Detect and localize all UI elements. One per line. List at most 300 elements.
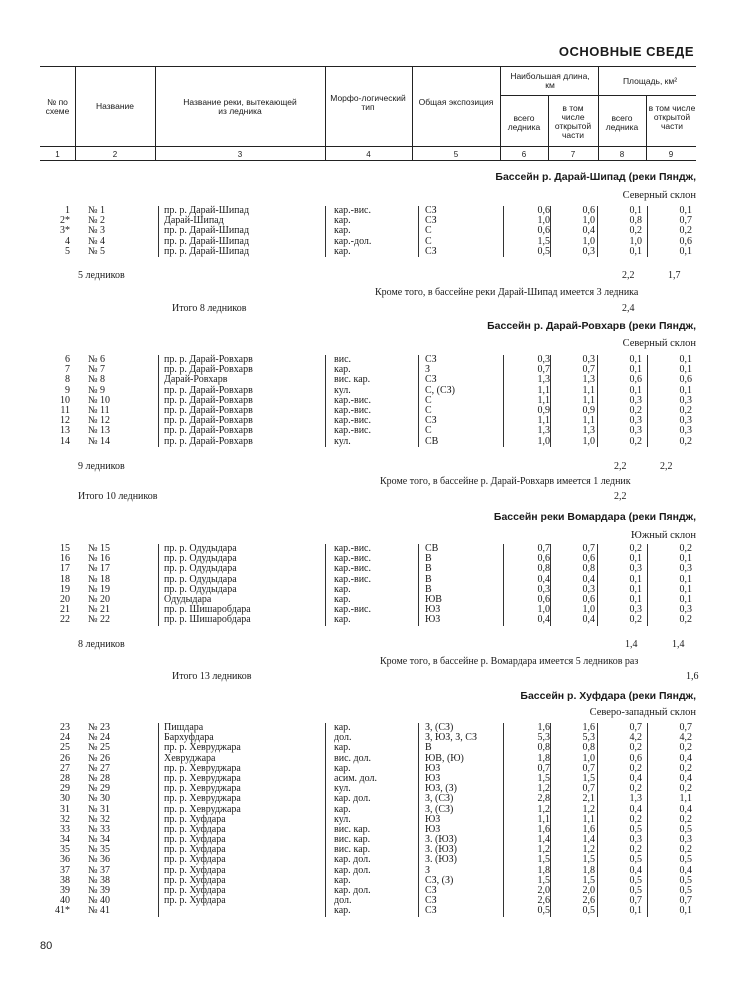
area-total: 0,5 <box>629 823 642 835</box>
row-number: 15 <box>60 543 70 554</box>
area-total: 0,1 <box>629 205 642 216</box>
page-title: ОСНОВНЫЕ СВЕДЕ <box>558 44 694 59</box>
length-open: 1,3 <box>582 374 595 386</box>
area-open: 0,1 <box>679 384 692 396</box>
glacier-name: № 7 <box>88 364 106 376</box>
glacier-name: № 25 <box>88 742 111 754</box>
basin-title: Бассейн р. Дарай-Шипад (реки Пяндж, <box>495 171 696 183</box>
slope-label: Северный склон <box>622 338 696 349</box>
column-bracket <box>550 355 551 447</box>
column-bracket <box>550 723 551 917</box>
morphological-type: кар. <box>334 215 351 227</box>
col-divider <box>325 66 326 160</box>
area-total: 0,3 <box>629 834 642 846</box>
exposition: З, (СЗ) <box>425 803 454 815</box>
morphological-type: кар.-вис. <box>334 404 371 416</box>
column-number: 8 <box>619 150 625 159</box>
area-total: 0,3 <box>629 425 642 437</box>
area-total: 0,7 <box>629 722 642 733</box>
river-name: Хевруджара <box>164 752 216 764</box>
exposition: СЗ <box>425 245 437 257</box>
river-name: пр. р. Дарай-Ровхарв <box>164 394 253 406</box>
row-number: 19 <box>60 583 70 595</box>
column-bracket <box>158 544 159 626</box>
length-open: 1,1 <box>582 813 595 825</box>
page-number: 80 <box>40 940 53 952</box>
area-total: 0,1 <box>629 583 642 595</box>
column-bracket <box>418 544 419 626</box>
length-total: 1,2 <box>537 844 550 856</box>
length-open: 0,5 <box>582 905 595 917</box>
row-number: 32 <box>60 813 70 825</box>
morphological-type: кар.-вис. <box>334 543 371 554</box>
area-open: 0,4 <box>679 772 692 784</box>
area-open: 0,2 <box>679 844 692 856</box>
row-number: 40 <box>60 895 70 907</box>
row-number: 20 <box>60 593 70 605</box>
length-total: 0,8 <box>537 563 550 575</box>
area-open: 0,7 <box>679 215 692 227</box>
area-total: 0,1 <box>629 354 642 365</box>
morphological-type: кар. <box>334 905 351 917</box>
area-open: 0,3 <box>679 834 692 846</box>
length-total: 0,6 <box>537 553 550 565</box>
glacier-name: № 41 <box>88 905 111 917</box>
river-name: пр. р. Хевруджара <box>164 742 241 754</box>
length-total: 5,3 <box>537 732 550 744</box>
river-name: Пишдара <box>164 722 204 733</box>
morphological-type: кар. <box>334 803 351 815</box>
column-numbers-rule <box>40 160 696 161</box>
area-total: 0,2 <box>629 225 642 237</box>
area-open: 0,3 <box>679 415 692 427</box>
area-total: 0,6 <box>629 752 642 764</box>
count-area-total: 2,2 <box>614 461 627 472</box>
row-number: 29 <box>60 783 70 795</box>
area-open: 0,4 <box>679 864 692 876</box>
count-area-total: 2,2 <box>622 270 635 281</box>
basin-title: Бассейн р. Хуфдара (реки Пяндж, <box>520 690 696 702</box>
exposition: З <box>425 364 431 376</box>
exposition: С, (СЗ) <box>425 384 456 396</box>
morphological-type: кар. <box>334 614 351 626</box>
morphological-type: вис. <box>334 354 352 365</box>
morphological-type: кул. <box>334 813 351 825</box>
column-number: 1 <box>55 150 60 159</box>
area-total: 0,2 <box>629 762 642 774</box>
column-bracket <box>325 723 326 917</box>
glacier-name: № 36 <box>88 854 111 866</box>
column-bracket <box>550 544 551 626</box>
besides-note: Кроме того, в бассейне реки Дарай-Шипад имеется 3 ледника <box>375 287 639 298</box>
length-open: 5,3 <box>582 732 595 744</box>
exposition: СЗ <box>425 205 437 216</box>
area-open: 0,6 <box>679 235 692 247</box>
exposition: СЗ <box>425 354 437 365</box>
length-total: 1,5 <box>537 874 550 886</box>
river-name: пр. р. Хуфдара <box>164 854 226 866</box>
glacier-name: № 38 <box>88 874 111 886</box>
exposition: СЗ <box>425 905 437 917</box>
row-number: 27 <box>60 762 70 774</box>
river-name: пр. р. Дарай-Шипад <box>164 245 250 257</box>
morphological-type: кар. дол. <box>334 854 371 866</box>
length-open: 1,5 <box>582 854 595 866</box>
length-total: 1,6 <box>537 823 550 835</box>
column-number: 3 <box>237 150 243 159</box>
length-total: 1,3 <box>537 374 550 386</box>
row-number: 41* <box>55 905 70 917</box>
glacier-name: № 13 <box>88 425 111 437</box>
area-total: 0,2 <box>629 844 642 856</box>
morphological-type: вис. кар. <box>334 844 371 856</box>
row-number: 13 <box>60 425 70 437</box>
glacier-name: № 29 <box>88 783 111 795</box>
header-area-open: в том числе открытой части <box>648 103 696 131</box>
river-name: пр. р. Хуфдара <box>164 874 226 886</box>
glacier-name: № 1 <box>88 205 106 216</box>
river-name: пр. р. Дарай-Шипад <box>164 205 250 216</box>
header-length-total: всего ледника <box>507 113 541 132</box>
morphological-type: асим. дол. <box>334 772 378 784</box>
header-area-group: Площадь, км² <box>622 76 678 86</box>
header-col1: № по схеме <box>45 97 70 116</box>
glacier-name: № 39 <box>88 885 111 896</box>
length-open: 2,0 <box>582 885 595 896</box>
length-open: 0,6 <box>582 205 595 216</box>
row-number: 3* <box>60 225 70 237</box>
row-number: 30 <box>60 793 70 805</box>
morphological-type: кар.-вис. <box>334 394 371 406</box>
river-name: Дарай-Шипад <box>164 215 224 227</box>
length-open: 1,5 <box>582 772 595 784</box>
area-total: 0,6 <box>629 374 642 386</box>
besides-note: Кроме того, в бассейне р. Вомардара имеется 5 ледников раз <box>380 656 639 667</box>
slope-label: Северо-западный склон <box>589 707 696 718</box>
glacier-name: № 15 <box>88 543 111 554</box>
glacier-rows <box>40 544 696 626</box>
glacier-name: № 32 <box>88 813 111 825</box>
length-open: 0,9 <box>582 404 595 416</box>
area-open: 0,5 <box>679 854 692 866</box>
basin-title: Бассейн р. Дарай-Ровхарв (реки Пяндж, <box>487 320 696 332</box>
exposition: ЮВ, (Ю) <box>425 752 464 764</box>
length-open: 1,1 <box>582 394 595 406</box>
exposition: В <box>425 742 432 754</box>
row-number: 10 <box>60 394 70 406</box>
area-open: 0,2 <box>679 614 692 626</box>
header-col5: Общая экспозиция <box>418 97 494 107</box>
length-total: 0,6 <box>537 593 550 605</box>
column-number: 5 <box>453 150 459 159</box>
exposition: С <box>425 404 432 416</box>
river-name: пр. р. Шишаробдара <box>164 604 251 616</box>
length-total: 1,0 <box>537 604 550 616</box>
morphological-type: кар. <box>334 722 351 733</box>
river-name: пр. р. Одудыдара <box>164 543 237 554</box>
row-number: 28 <box>60 772 70 784</box>
row-number: 7 <box>65 364 70 376</box>
length-total: 0,3 <box>537 354 550 365</box>
count-area-open: 1,7 <box>668 270 681 281</box>
area-open: 0,7 <box>679 895 692 907</box>
exposition: СЗ <box>425 415 437 427</box>
area-open: 0,2 <box>679 813 692 825</box>
exposition: СЗ <box>425 374 437 386</box>
area-total: 1,0 <box>629 235 642 247</box>
length-open: 0,7 <box>582 762 595 774</box>
area-total: 0,1 <box>629 905 642 917</box>
total-area: 1,6 <box>686 671 699 682</box>
exposition: ЮЗ <box>425 813 441 825</box>
length-total: 1,8 <box>537 864 550 876</box>
column-bracket <box>647 206 648 257</box>
exposition: СЗ <box>425 215 437 227</box>
length-open: 1,0 <box>582 435 595 447</box>
header-area-total: всего ледника <box>605 113 639 132</box>
river-name: пр. р. Хуфдара <box>164 813 226 825</box>
row-number: 18 <box>60 573 70 585</box>
area-open: 0,2 <box>679 783 692 795</box>
total-label: Итого 10 ледников <box>78 491 158 502</box>
column-bracket <box>503 544 504 626</box>
area-open: 0,4 <box>679 752 692 764</box>
river-name: пр. р. Одудыдара <box>164 573 237 585</box>
length-open: 0,6 <box>582 553 595 565</box>
morphological-type: кар. дол. <box>334 793 371 805</box>
area-open: 0,2 <box>679 543 692 554</box>
river-name: пр. р. Дарай-Ровхарв <box>164 435 253 447</box>
length-open: 1,5 <box>582 874 595 886</box>
column-bracket <box>647 723 648 917</box>
row-number: 34 <box>60 834 70 846</box>
area-open: 0,3 <box>679 394 692 406</box>
length-total: 1,4 <box>537 834 550 846</box>
area-open: 0,1 <box>679 245 692 257</box>
column-bracket <box>418 206 419 257</box>
glacier-name: № 30 <box>88 793 111 805</box>
length-open: 1,2 <box>582 803 595 815</box>
row-number: 35 <box>60 844 70 856</box>
col-divider <box>598 66 599 160</box>
column-bracket <box>418 723 419 917</box>
area-open: 0,2 <box>679 742 692 754</box>
length-total: 0,7 <box>537 762 550 774</box>
area-total: 0,3 <box>629 415 642 427</box>
river-name: пр. р. Одудыдара <box>164 553 237 565</box>
morphological-type: кар. <box>334 593 351 605</box>
morphological-type: кар. <box>334 225 351 237</box>
area-total: 0,3 <box>629 563 642 575</box>
row-number: 1 <box>65 205 70 216</box>
row-number: 24 <box>60 732 70 744</box>
area-open: 1,1 <box>679 793 692 805</box>
morphological-type: кар.-вис. <box>334 205 371 216</box>
length-total: 1,0 <box>537 215 550 227</box>
morphological-type: дол. <box>334 895 352 907</box>
area-total: 0,4 <box>629 772 642 784</box>
exposition: С <box>425 425 432 437</box>
river-name: Одудыдара <box>164 593 212 605</box>
exposition: З. (ЮЗ) <box>425 844 457 856</box>
morphological-type: вис. кар. <box>334 834 371 846</box>
exposition: З. (ЮЗ) <box>425 834 457 846</box>
morphological-type: дол. <box>334 732 352 744</box>
exposition: З, (СЗ) <box>425 722 454 733</box>
row-number: 6 <box>65 354 70 365</box>
row-number: 16 <box>60 553 70 565</box>
river-name: пр. р. Дарай-Ровхарв <box>164 384 253 396</box>
glacier-name: № 26 <box>88 752 111 764</box>
length-open: 0,4 <box>582 225 595 237</box>
row-number: 22 <box>60 614 70 626</box>
length-total: 1,8 <box>537 752 550 764</box>
row-number: 39 <box>60 885 70 896</box>
length-total: 0,8 <box>537 742 550 754</box>
area-open: 4,2 <box>679 732 692 744</box>
length-total: 1,5 <box>537 854 550 866</box>
area-total: 0,8 <box>629 215 642 227</box>
column-bracket <box>647 355 648 447</box>
glacier-name: № 16 <box>88 553 111 565</box>
length-total: 1,5 <box>537 772 550 784</box>
col-divider <box>412 66 413 160</box>
row-number: 36 <box>60 854 70 866</box>
length-total: 0,6 <box>537 205 550 216</box>
length-total: 1,3 <box>537 425 550 437</box>
exposition: С <box>425 225 432 237</box>
header-length-open: в том числе открытой части <box>554 103 592 140</box>
length-total: 2,6 <box>537 895 550 907</box>
column-bracket <box>325 544 326 626</box>
glacier-rows <box>40 355 696 447</box>
glacier-count: 5 ледников <box>78 270 125 281</box>
glacier-name: № 33 <box>88 823 111 835</box>
morphological-type: кар. <box>334 742 351 754</box>
row-number: 17 <box>60 563 70 575</box>
area-open: 0,3 <box>679 563 692 575</box>
length-open: 0,3 <box>582 583 595 595</box>
river-name: пр. р. Хевруджара <box>164 772 241 784</box>
col-divider <box>155 66 156 160</box>
area-total: 0,2 <box>629 742 642 754</box>
row-number: 26 <box>60 752 70 764</box>
river-name: пр. р. Хевруджара <box>164 762 241 774</box>
area-open: 0,5 <box>679 874 692 886</box>
length-open: 1,0 <box>582 604 595 616</box>
area-open: 0,1 <box>679 573 692 585</box>
exposition: З. (ЮЗ) <box>425 854 457 866</box>
length-open: 1,0 <box>582 215 595 227</box>
area-total: 0,2 <box>629 813 642 825</box>
area-total: 0,2 <box>629 404 642 416</box>
area-open: 0,2 <box>679 225 692 237</box>
area-open: 0,1 <box>679 905 692 917</box>
column-bracket <box>158 723 159 917</box>
glacier-name: № 23 <box>88 722 111 733</box>
area-total: 0,1 <box>629 384 642 396</box>
exposition: В <box>425 553 432 565</box>
header-length-group: Наибольшая длина, км <box>510 71 590 90</box>
length-open: 1,3 <box>582 425 595 437</box>
morphological-type: кар.-вис. <box>334 563 371 575</box>
area-open: 0,7 <box>679 722 692 733</box>
exposition: ЮЗ <box>425 823 441 835</box>
river-name: пр. р. Дарай-Шипад <box>164 225 250 237</box>
river-name: пр. р. Хевруджара <box>164 793 241 805</box>
glacier-name: № 20 <box>88 593 111 605</box>
row-number: 11 <box>60 404 70 416</box>
column-number: 2 <box>112 150 118 159</box>
length-open: 1,6 <box>582 823 595 835</box>
glacier-name: № 2 <box>88 215 106 227</box>
river-name: пр. р. Хуфдара <box>164 823 226 835</box>
glacier-name: № 17 <box>88 563 111 575</box>
river-name: пр. р. Хуфдара <box>164 895 226 907</box>
column-bracket <box>597 355 598 447</box>
morphological-type: кар.-дол. <box>334 235 372 247</box>
area-total: 0,1 <box>629 573 642 585</box>
length-total: 1,5 <box>537 235 550 247</box>
glacier-name: № 35 <box>88 844 111 856</box>
river-name: пр. р. Одудыдара <box>164 563 237 575</box>
river-name: пр. р. Хуфдара <box>164 834 226 846</box>
morphological-type: кар. <box>334 364 351 376</box>
length-open: 0,7 <box>582 543 595 554</box>
morphological-type: вис. кар. <box>334 374 371 386</box>
length-total: 0,4 <box>537 573 550 585</box>
besides-note: Кроме того, в бассейне р. Дарай-Ровхарв имеется 1 ледник <box>380 476 631 487</box>
column-bracket <box>597 544 598 626</box>
morphological-type: кар. дол. <box>334 885 371 896</box>
morphological-type: вис. кар. <box>334 823 371 835</box>
morphological-type: кул. <box>334 783 351 795</box>
area-open: 0,5 <box>679 885 692 896</box>
glacier-name: № 21 <box>88 604 111 616</box>
length-open: 1,1 <box>582 415 595 427</box>
length-open: 1,2 <box>582 844 595 856</box>
column-bracket <box>158 206 159 257</box>
morphological-type: кул. <box>334 384 351 396</box>
morphological-type: кул. <box>334 435 351 447</box>
exposition: З, (СЗ) <box>425 793 454 805</box>
area-open: 0,2 <box>679 435 692 447</box>
glacier-name: № 18 <box>88 573 111 585</box>
exposition: ЮЗ, (З) <box>425 783 457 795</box>
exposition: СЗ, (З) <box>425 874 454 886</box>
morphological-type: кар.-вис. <box>334 425 371 437</box>
column-number: 7 <box>570 150 576 159</box>
length-total: 1,1 <box>537 813 550 825</box>
area-open: 0,1 <box>679 553 692 565</box>
total-label: Итого 8 ледников <box>172 303 247 314</box>
row-number: 31 <box>60 803 70 815</box>
length-open: 0,4 <box>582 614 595 626</box>
morphological-type: кар.-вис. <box>334 553 371 565</box>
length-open: 0,8 <box>582 742 595 754</box>
morphological-type: кар. дол. <box>334 864 371 876</box>
header-col3: Название реки, вытекающей из ледника <box>183 97 297 116</box>
length-open: 1,8 <box>582 864 595 876</box>
col-divider <box>500 66 501 160</box>
river-name: пр. р. Шишаробдара <box>164 614 251 626</box>
area-total: 0,2 <box>629 435 642 447</box>
length-total: 1,6 <box>537 722 550 733</box>
area-total: 4,2 <box>629 732 642 744</box>
river-name: пр. р. Хевруджара <box>164 803 241 815</box>
count-area-open: 2,2 <box>660 461 673 472</box>
row-number: 14 <box>60 435 70 447</box>
